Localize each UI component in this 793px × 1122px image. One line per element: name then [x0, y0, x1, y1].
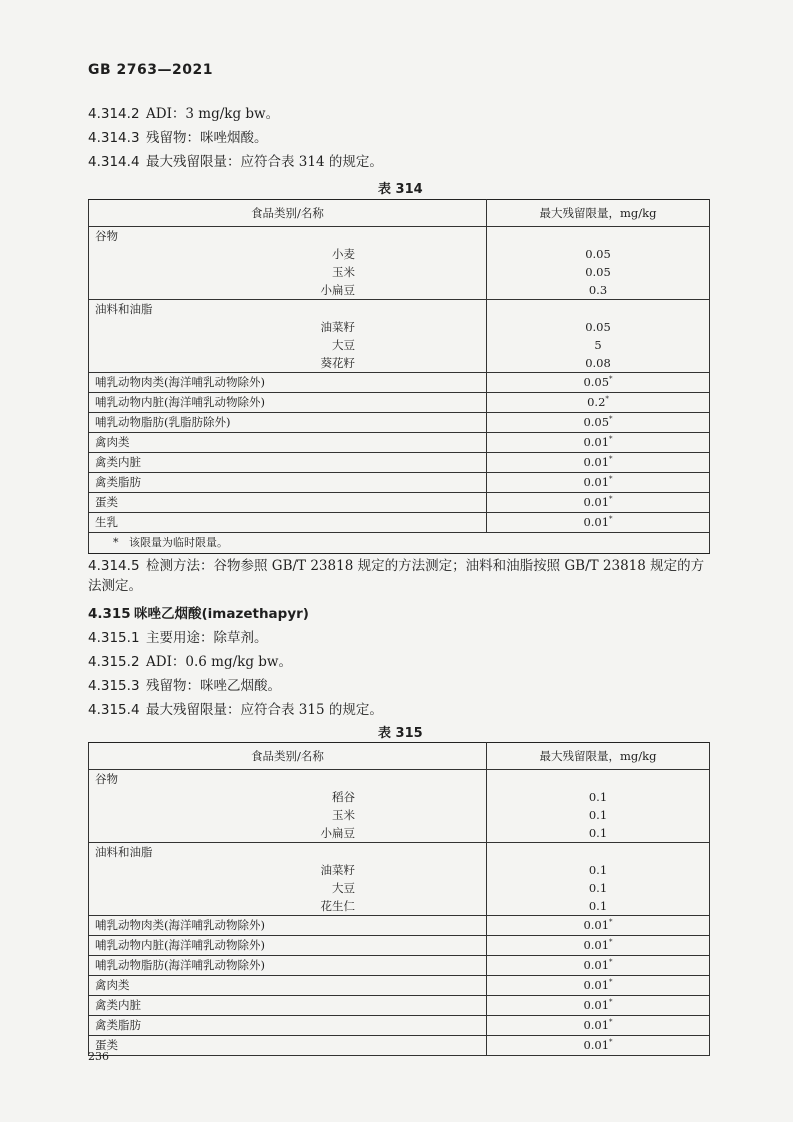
limit-value: 0.1 [588, 881, 608, 895]
page-number: 236 [88, 1050, 109, 1063]
food-item-name: 油菜籽 [320, 863, 355, 877]
limit-cell [487, 916, 710, 936]
table-315-caption: 表 315 [378, 726, 423, 741]
table-note [89, 533, 710, 554]
table-group-row [89, 300, 710, 373]
limit-value: 0.01 [583, 475, 610, 489]
table-group-row [89, 227, 710, 300]
group-title: 谷物 [95, 772, 118, 786]
limit-value: 0.01 [583, 515, 610, 529]
table-314-caption: 表 314 [378, 182, 423, 197]
clause-4-314-2 [88, 102, 279, 122]
limit-value: 0.08 [585, 356, 611, 370]
section-heading-4-315 [88, 602, 309, 622]
table-row [89, 493, 710, 513]
provisional-mark: * [609, 938, 613, 947]
clause-4-314-5 [88, 556, 713, 596]
limit-value: 0.01 [583, 1018, 610, 1032]
limit-value: 0.01 [583, 918, 610, 932]
section-title: 咪唑乙烟酸(imazethapyr) [134, 606, 309, 622]
table-row [89, 976, 710, 996]
limit-value: 0.05 [585, 247, 611, 261]
food-item-name: 玉米 [332, 808, 355, 822]
clause-text: 最大残留限量：应符合表 314 的规定。 [146, 154, 383, 170]
limit-cell [487, 513, 710, 533]
table-group-row [89, 843, 710, 916]
limit-value: 0.01 [583, 958, 610, 972]
limit-cell [487, 453, 710, 473]
provisional-mark: * [609, 415, 613, 424]
provisional-mark: * [609, 978, 613, 987]
food-category-name: 禽类脂肪 [89, 1016, 487, 1036]
limit-value: 0.01 [583, 495, 610, 509]
clause-number: 4.315.3 [88, 678, 140, 694]
clause-text: ADI：0.6 mg/kg bw。 [146, 654, 292, 670]
limit-cell [487, 373, 710, 393]
clause-4-315-4 [88, 698, 383, 718]
section-number: 4.315 [88, 606, 131, 622]
limit-cell [487, 936, 710, 956]
provisional-mark: * [609, 1038, 613, 1047]
limit-cell [487, 1016, 710, 1036]
limit-value: 0.05 [583, 375, 610, 389]
limit-value: 0.01 [583, 998, 610, 1012]
table-315 [88, 742, 710, 1056]
provisional-mark: * [609, 1018, 613, 1027]
food-item-name: 花生仁 [320, 899, 355, 913]
column-header-food: 食品类别/名称 [89, 200, 487, 227]
food-item-name: 油菜籽 [320, 320, 355, 334]
provisional-mark: * [605, 395, 609, 404]
food-item-name: 葵花籽 [320, 356, 355, 370]
note-text: 该限量为临时限量。 [129, 536, 228, 549]
food-category-name: 生乳 [89, 513, 487, 533]
group-title: 油料和油脂 [95, 302, 153, 316]
limit-value: 0.01 [583, 435, 610, 449]
food-item-name: 大豆 [332, 338, 355, 352]
food-category-name: 蛋类 [89, 1036, 487, 1056]
table-row [89, 373, 710, 393]
clause-text: ADI：3 mg/kg bw。 [146, 106, 280, 122]
table-314-body [89, 227, 710, 533]
limit-value: 0.1 [588, 863, 608, 877]
limit-value: 0.01 [583, 938, 610, 952]
food-category-name: 哺乳动物脂肪(海洋哺乳动物除外) [89, 956, 487, 976]
limit-cell [487, 393, 710, 413]
table-row [89, 916, 710, 936]
limit-value: 0.05 [585, 265, 611, 279]
group-title: 油料和油脂 [95, 845, 153, 859]
limit-value: 0.01 [583, 978, 610, 992]
food-category-name: 哺乳动物肉类(海洋哺乳动物除外) [89, 916, 487, 936]
food-category-name: 哺乳动物内脏(海洋哺乳动物除外) [89, 393, 487, 413]
food-category-name: 禽类内脏 [89, 453, 487, 473]
limit-value: 0.3 [588, 283, 608, 297]
table-row [89, 956, 710, 976]
limit-value: 0.2 [587, 395, 606, 409]
table-315-body [89, 770, 710, 1056]
table-row [89, 413, 710, 433]
clause-4-314-4 [88, 150, 383, 170]
clause-number: 4.314.2 [88, 106, 140, 122]
food-item-name: 小扁豆 [320, 283, 355, 297]
clause-number: 4.315.1 [88, 630, 140, 646]
limit-value: 0.1 [588, 808, 608, 822]
table-row [89, 433, 710, 453]
clause-number: 4.314.5 [88, 558, 140, 574]
limit-cell [487, 996, 710, 1016]
table-row [89, 936, 710, 956]
limit-value: 0.05 [583, 415, 610, 429]
table-row [89, 1016, 710, 1036]
provisional-mark: * [609, 495, 613, 504]
limit-value: 0.05 [585, 320, 611, 334]
food-category-name: 禽类脂肪 [89, 473, 487, 493]
clause-text: 残留物：咪唑烟酸。 [146, 130, 268, 146]
provisional-mark: * [609, 435, 613, 444]
limit-value: 0.1 [588, 826, 608, 840]
limit-value: 5 [594, 338, 602, 352]
table-row [89, 1036, 710, 1056]
standard-number: GB 2763—2021 [88, 62, 213, 78]
limit-value: 0.1 [588, 899, 608, 913]
table-header-row [89, 743, 710, 770]
food-category-name: 禽肉类 [89, 433, 487, 453]
food-item-name: 小扁豆 [320, 826, 355, 840]
table-group-row [89, 770, 710, 843]
provisional-mark: * [609, 998, 613, 1007]
food-category-name: 禽类内脏 [89, 996, 487, 1016]
limit-cell [487, 956, 710, 976]
clause-number: 4.314.3 [88, 130, 140, 146]
food-item-name: 稻谷 [332, 790, 355, 804]
clause-number: 4.315.4 [88, 702, 140, 718]
food-category-name: 哺乳动物肉类(海洋哺乳动物除外) [89, 373, 487, 393]
clause-4-314-3 [88, 126, 268, 146]
group-title: 谷物 [95, 229, 118, 243]
provisional-mark: * [609, 475, 613, 484]
food-category-name: 禽肉类 [89, 976, 487, 996]
provisional-mark: * [609, 375, 613, 384]
provisional-mark: * [609, 958, 613, 967]
clause-text: 最大残留限量：应符合表 315 的规定。 [146, 702, 383, 718]
column-header-food: 食品类别/名称 [89, 743, 487, 770]
table-row [89, 393, 710, 413]
food-item-name: 玉米 [332, 265, 355, 279]
column-header-limit: 最大残留限量，mg/kg [487, 743, 710, 770]
food-category-name: 哺乳动物内脏(海洋哺乳动物除外) [89, 936, 487, 956]
limit-cell [487, 473, 710, 493]
clause-text: 主要用途：除草剂。 [146, 630, 268, 646]
provisional-mark: * [609, 918, 613, 927]
limit-cell [487, 413, 710, 433]
table-row [89, 453, 710, 473]
food-category-name: 哺乳动物脂肪(乳脂肪除外) [89, 413, 487, 433]
limit-cell [487, 976, 710, 996]
clause-number: 4.314.4 [88, 154, 140, 170]
clause-number: 4.315.2 [88, 654, 140, 670]
limit-cell [487, 1036, 710, 1056]
clause-4-315-2 [88, 650, 292, 670]
clause-text: 检测方法：谷物参照 GB/T 23818 规定的方法测定；油料和油脂按照 GB/T 23818 规定的方法测定。 [88, 558, 705, 594]
provisional-mark: * [609, 515, 613, 524]
limit-value: 0.1 [588, 790, 608, 804]
limit-cell [487, 433, 710, 453]
limit-cell [487, 493, 710, 513]
table-row [89, 513, 710, 533]
limit-value: 0.01 [583, 455, 610, 469]
table-row [89, 473, 710, 493]
table-row [89, 996, 710, 1016]
table-header-row [89, 200, 710, 227]
limit-value: 0.01 [583, 1038, 610, 1052]
clause-4-315-3 [88, 674, 281, 694]
clause-text: 残留物：咪唑乙烟酸。 [146, 678, 281, 694]
food-item-name: 大豆 [332, 881, 355, 895]
column-header-limit: 最大残留限量，mg/kg [487, 200, 710, 227]
food-category-name: 蛋类 [89, 493, 487, 513]
provisional-mark: * [609, 455, 613, 464]
clause-4-315-1 [88, 626, 268, 646]
note-mark: * [113, 536, 119, 549]
food-item-name: 小麦 [332, 247, 355, 261]
table-314 [88, 199, 710, 554]
